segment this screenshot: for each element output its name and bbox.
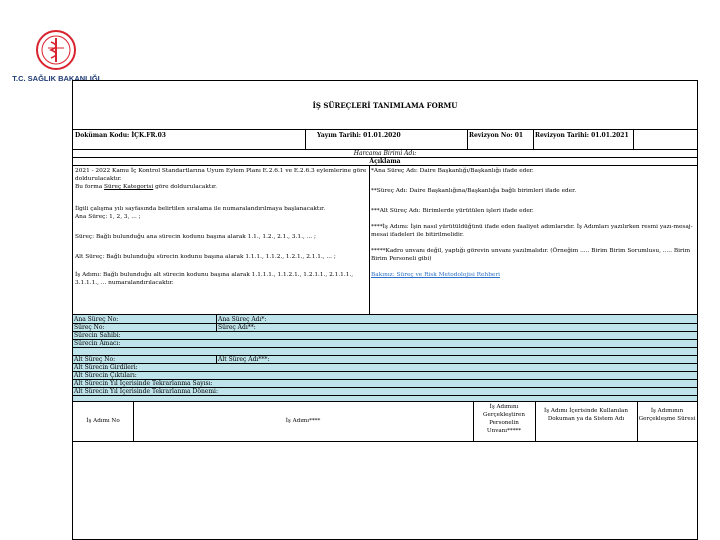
health-ministry-emblem-icon: [34, 28, 78, 72]
process-definition-form: [72, 80, 698, 540]
note-numbering: İlgili çalışma yılı sayfasında belirtilen sıralama ile numaralandırılmaya başlanacaktır.: [75, 206, 326, 212]
work-step-header: İş Adımı****: [285, 418, 321, 424]
form-title: İŞ SÜREÇLERİ TANIMLAMA FORMU: [312, 100, 458, 110]
sub-process-no-label: Alt Süreç No:: [74, 356, 116, 363]
repeat-count-label: Alt Sürecin Yıl İçerisinde Tekrarlanma Sayısı:: [74, 380, 213, 387]
sub-process-outputs-label: Alt Sürecin Çıktıları:: [74, 372, 137, 379]
note-category: Bu forma Süreç Kategorisi göre doldurulacaktır.: [75, 184, 218, 190]
process-purpose-label: Sürecin Amacı:: [74, 340, 121, 347]
notes-header: Açıklama: [369, 158, 401, 165]
note-process: Süreç: Bağlı bulunduğu ana sürecin kodunu başına alarak 1.1., 1.2., 2.1., 3.1., ... ;: [75, 234, 316, 240]
ministry-name: T.C. SAĞLIK BAKANLIĞI: [12, 74, 100, 83]
repeat-period-label: Alt Sürecin Yıl İçerisinde Tekrarlanma Dönemi:: [74, 388, 218, 395]
note-work-step: İş Adımı: Bağlı bulunduğu alt sürecin kodunu başına alarak 1.1.1.1., 1.1.2.1., 1.2.1.1., 2.1.1.1., 3.1.1.1., ... numaralandırılacaktır.: [75, 272, 354, 286]
process-owner-label: Sürecin Sahibi:: [74, 332, 121, 339]
notes-left: [75, 167, 367, 287]
note-work-step-name: ****İş Adımı: İşin nasıl yürütüldüğünü ifade eden faaliyet adımlarıdır. İş Adımları yazılırken resmi yazı-mesaj-mesai ifadeleri ile bitirilmelidir.: [371, 224, 693, 238]
spending-unit-name: Harcama Birimi Adı:: [353, 150, 417, 157]
note-title: *****Kadro unvanı değil, yaptığı görevin unvanı yazılmalıdır. (Örneğim ..... Birim Birim Sorumlusu, ..... Birim Birim Personeli gibi): [371, 248, 691, 262]
methodology-guide-link[interactable]: Bakınız: Süreç ve Risk Metodolojisi Rehberi: [371, 272, 500, 278]
note-main-process-name: *Ana Süreç Adı: Daire Başkanlığı/Başkanlığı ifade eder.: [371, 168, 534, 174]
note-process-name: **Süreç Adı: Daire Başkanlığına/Başkanlığa bağlı birimleri ifade eder.: [371, 188, 577, 194]
main-process-name-label: Ana Süreç Adı*:: [218, 316, 267, 323]
document-code: Doküman Kodu: İÇK.FR.03: [75, 132, 166, 139]
notes-right: [371, 167, 695, 279]
document-system-header: İş Adımı İçerisinde Kullanılan Dokuman ya da Sistem Adı: [544, 408, 628, 422]
revision-number: Revizyon No: 01: [469, 132, 524, 139]
process-name-label: Süreç Adı**:: [218, 324, 256, 331]
note-sub-process: Alt Süreç: Bağlı bulunduğu sürecin kodunu başına alarak 1.1.1., 1.1.2., 1.2.1., 2.1.1., ... ;: [75, 254, 336, 260]
sub-process-inputs-label: Alt Sürecin Girdileri:: [74, 364, 138, 371]
work-step-no-header: İş Adımı No: [86, 418, 120, 424]
publish-date: Yayım Tarihi: 01.01.2020: [317, 132, 401, 139]
duration-header: İş Adımının Gerçekleşme Süresi: [638, 408, 696, 422]
revision-date: Revizyon Tarihi: 01.01.2021: [535, 132, 629, 139]
note-plan: 2021 - 2022 Kamu İç Kontrol Standartlarına Uyum Eylem Planı E.2.6.1 ve E.2.6.3 eylemlerine göre doldurulacaktır.: [75, 168, 367, 182]
sub-process-name-label: Alt Süreç Adı***:: [218, 356, 270, 363]
personnel-title-header: İş Adımını Gerçekleştiren Personelin Unvanı*****: [483, 404, 525, 434]
main-process-no-label: Ana Süreç No:: [74, 316, 119, 323]
note-sub-process-name: ***Alt Süreç Adı: Birimlerde yürütülen işleri ifade eder.: [371, 208, 534, 214]
note-main-process: Ana Süreç: 1, 2, 3, ... ;: [75, 214, 141, 220]
process-no-label: Süreç No:: [74, 324, 105, 331]
